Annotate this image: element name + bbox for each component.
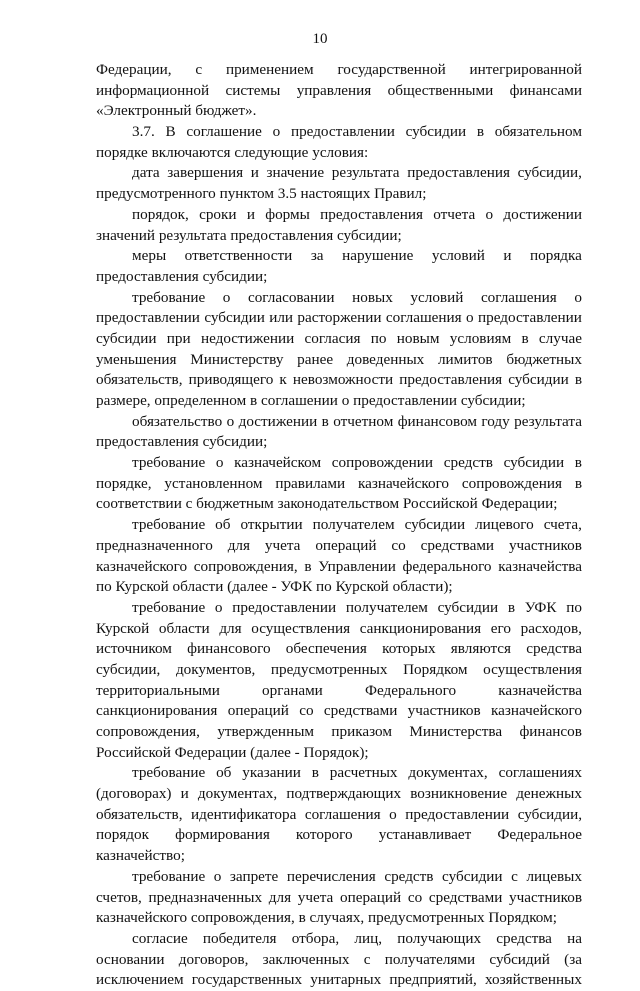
text-line: 3.7. В соглашение о предоставлении субсидии в обязательном [132,123,582,141]
text-line: предоставлении субсидии или расторжении соглашения о предоставлении [96,309,582,327]
text-line: казначейского сопровождения, в случаях, предусмотренных Порядком; [96,909,557,927]
text-line: требование об указании в расчетных документах, соглашениях [132,764,582,782]
text-line: предназначенного для учета операций со средствами участников [96,536,582,554]
text-line: обязательств, идентификатора соглашения о предоставлении субсидии, [96,805,582,823]
text-line: обязательств, приводящего к невозможности предоставления субсидии в [96,371,582,389]
text-line: предусмотренного пунктом 3.5 настоящих Правил; [96,185,427,203]
text-line: субсидии при недостижении согласия по новым условиям в случае [96,329,582,347]
text-line: размере, определенном в соглашении о предоставлении субсидии; [96,392,526,409]
text-line: территориальными органами Федерального казначейства [96,681,582,699]
text-line: казначейство; [96,847,185,865]
text-line: субсидии, документов, предусмотренных Порядком осуществления [96,660,582,678]
text-line: сопровождения, утвержденным приказом Министерства финансов [96,723,582,740]
text-line: (договорах) и документах, подтверждающих возникновение денежных [96,785,582,803]
document-body [96,60,582,991]
text-line: «Электронный бюджет». [96,102,257,120]
text-line: меры ответственности за нарушение условий и порядка [132,247,582,265]
text-line: информационной системы управления общественными финансами [96,81,582,99]
text-line: требование об открытии получателем субсидии лицевого счета, [132,516,582,534]
text-line: Российской Федерации (далее - Порядок); [96,743,369,761]
text-line: счетов, предназначенных для учета операций со средствами участников [96,888,582,906]
page-number: 10 [312,31,328,47]
text-line: порядке включаются следующие условия: [96,143,369,161]
text-line: порядке, установленном правилами казначейского сопровождения в [96,474,582,492]
text-line: по Курской области (далее - УФК по Курской области); [96,578,453,596]
text-line: дата завершения и значение результата предоставления субсидии, [132,164,582,182]
text-line: источником финансового обеспечения которых являются средства [96,640,582,658]
text-line: требование о согласовании новых условий соглашения о [132,288,582,306]
text-line: Курской области для осуществления санкционирования его расходов, [96,619,582,637]
text-line: предоставления субсидии; [96,433,268,451]
text-line: значений результата предоставления субсидии; [96,226,402,244]
text-line: обязательство о достижении в отчетном финансовом году результата [132,412,582,430]
text-line: санкционирования операций со средствами участников казначейского [96,702,582,720]
text-line: требование о запрете перечисления средств субсидии с лицевых [132,867,582,885]
text-line: Федерации, с применением государственной интегрированной [96,61,582,78]
text-line: согласие победителя отбора, лиц, получающих средства на [132,929,582,947]
text-line: казначейского сопровождения, в Управлении федерального казначейства [96,557,582,575]
text-line: порядок, сроки и формы предоставления отчета о достижении [132,205,582,223]
text-line: порядок формирования которого устанавливает Федеральное [96,826,582,844]
text-line: предоставления субсидии; [96,267,268,285]
text-line: уменьшения Министерству ранее доведенных лимитов бюджетных [96,350,582,368]
text-line: исключением государственных унитарных предприятий, хозяйственных [96,971,582,989]
text-line: требование о казначейском сопровождении средств субсидии в [132,454,582,472]
text-line: соответствии с бюджетным законодательством Российской Федерации; [96,495,558,513]
text-line: требование о предоставлении получателем субсидии в УФК по [132,598,582,616]
text-line: основании договоров, заключенных с получателями субсидий (за [96,950,582,968]
